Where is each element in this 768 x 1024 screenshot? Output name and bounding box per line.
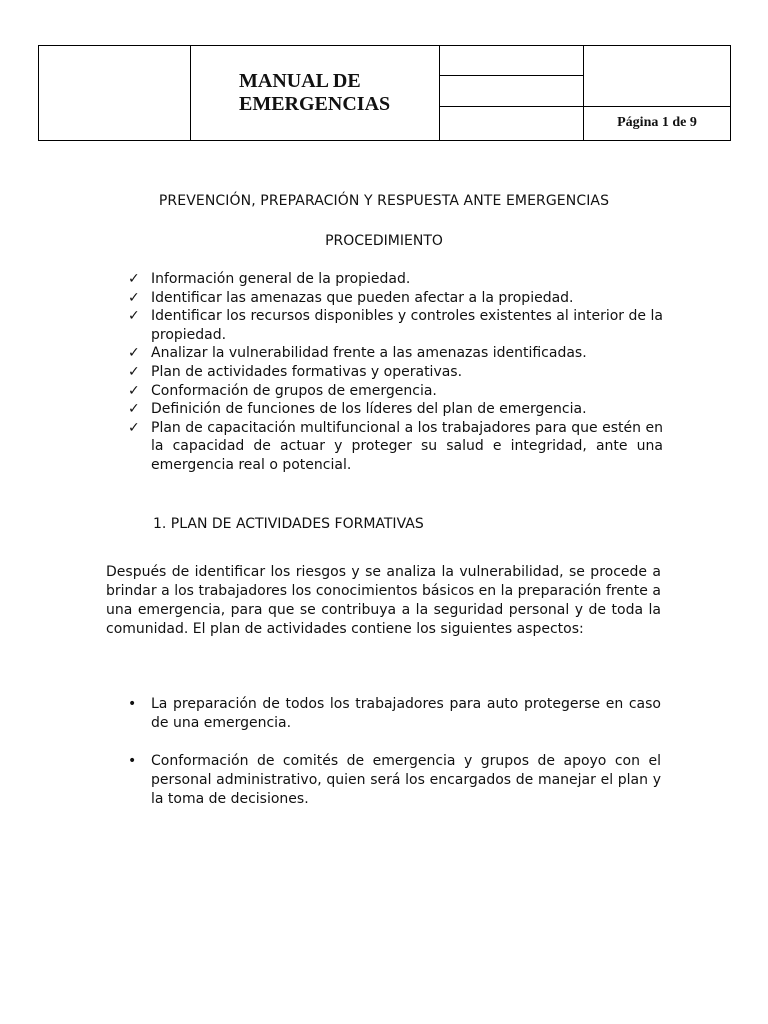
checklist-item: ✓ Plan de actividades formativas y operativas.: [128, 363, 463, 380]
header-cell-middle: [440, 76, 584, 106]
check-mark-icon: ✓: [128, 382, 140, 399]
check-mark-icon: ✓: [128, 419, 140, 436]
bullet-list: [128, 695, 661, 733]
title-line-1: MANUAL DE: [239, 70, 361, 92]
checklist-item: ✓ Identificar los recursos disponibles y controles existentes al interior de la propiedad.: [128, 308, 663, 343]
procedure-checklist: [128, 270, 663, 475]
check-mark-icon: ✓: [128, 363, 140, 380]
header-cell-bottom: [440, 106, 584, 140]
bullet-item: • La preparación de todos los trabajadores para auto protegerse en caso de una emergencia.: [128, 696, 661, 731]
manual-title: [191, 70, 439, 116]
header-table: [38, 45, 731, 141]
title-cell: [191, 46, 440, 141]
document-title: PREVENCIÓN, PREPARACIÓN Y RESPUESTA ANTE EMERGENCIAS: [158, 193, 610, 209]
check-mark-icon: ✓: [128, 308, 140, 325]
section-paragraph: Después de identificar los riesgos y se analiza la vulnerabilidad, se procede a brindar a los trabajadores los conocimientos básicos en la preparación frente a una emergencia, para que se contribuya a la seguridad personal y de toda la comunidad. El plan de actividades contiene los siguientes aspectos:: [106, 564, 661, 637]
check-mark-icon: ✓: [128, 401, 140, 418]
bullet-dot-icon: •: [128, 696, 137, 712]
check-mark-icon: ✓: [128, 289, 140, 306]
checklist-item: ✓ Identificar las amenazas que pueden afectar a la propiedad.: [128, 289, 574, 306]
checklist-item: ✓ Conformación de grupos de emergencia.: [128, 382, 437, 399]
check-mark-icon: ✓: [128, 345, 140, 362]
bullet-dot-icon: •: [128, 753, 137, 769]
checklist-item: ✓ Información general de la propiedad.: [128, 271, 411, 287]
header-cell-top: [440, 46, 584, 76]
procedure-heading: PROCEDIMIENTO: [325, 233, 443, 249]
checklist-item: ✓ Analizar la vulnerabilidad frente a las amenazas identificadas.: [128, 345, 587, 362]
logo-cell: [39, 46, 191, 141]
title-line-2: EMERGENCIAS: [239, 93, 391, 115]
page-number: Página 1 de 9: [584, 106, 731, 140]
check-mark-icon: ✓: [128, 271, 140, 287]
bullet-item: • Conformación de comités de emergencia y grupos de apoyo con el personal administrativo, quien será los encargados de manejar el plan y la toma de decisiones.: [128, 753, 661, 807]
bullet-list: [128, 752, 661, 809]
checklist-item: ✓ Plan de capacitación multifuncional a los trabajadores para que estén en la capacidad de actuar y proteger su salud e integridad, ante una emergencia real o potencial.: [128, 419, 663, 473]
checklist-item: ✓ Definición de funciones de los líderes del plan de emergencia.: [128, 401, 587, 418]
section-heading: 1. PLAN DE ACTIVIDADES FORMATIVAS: [153, 516, 424, 532]
header-cell-right-top: [584, 46, 731, 107]
